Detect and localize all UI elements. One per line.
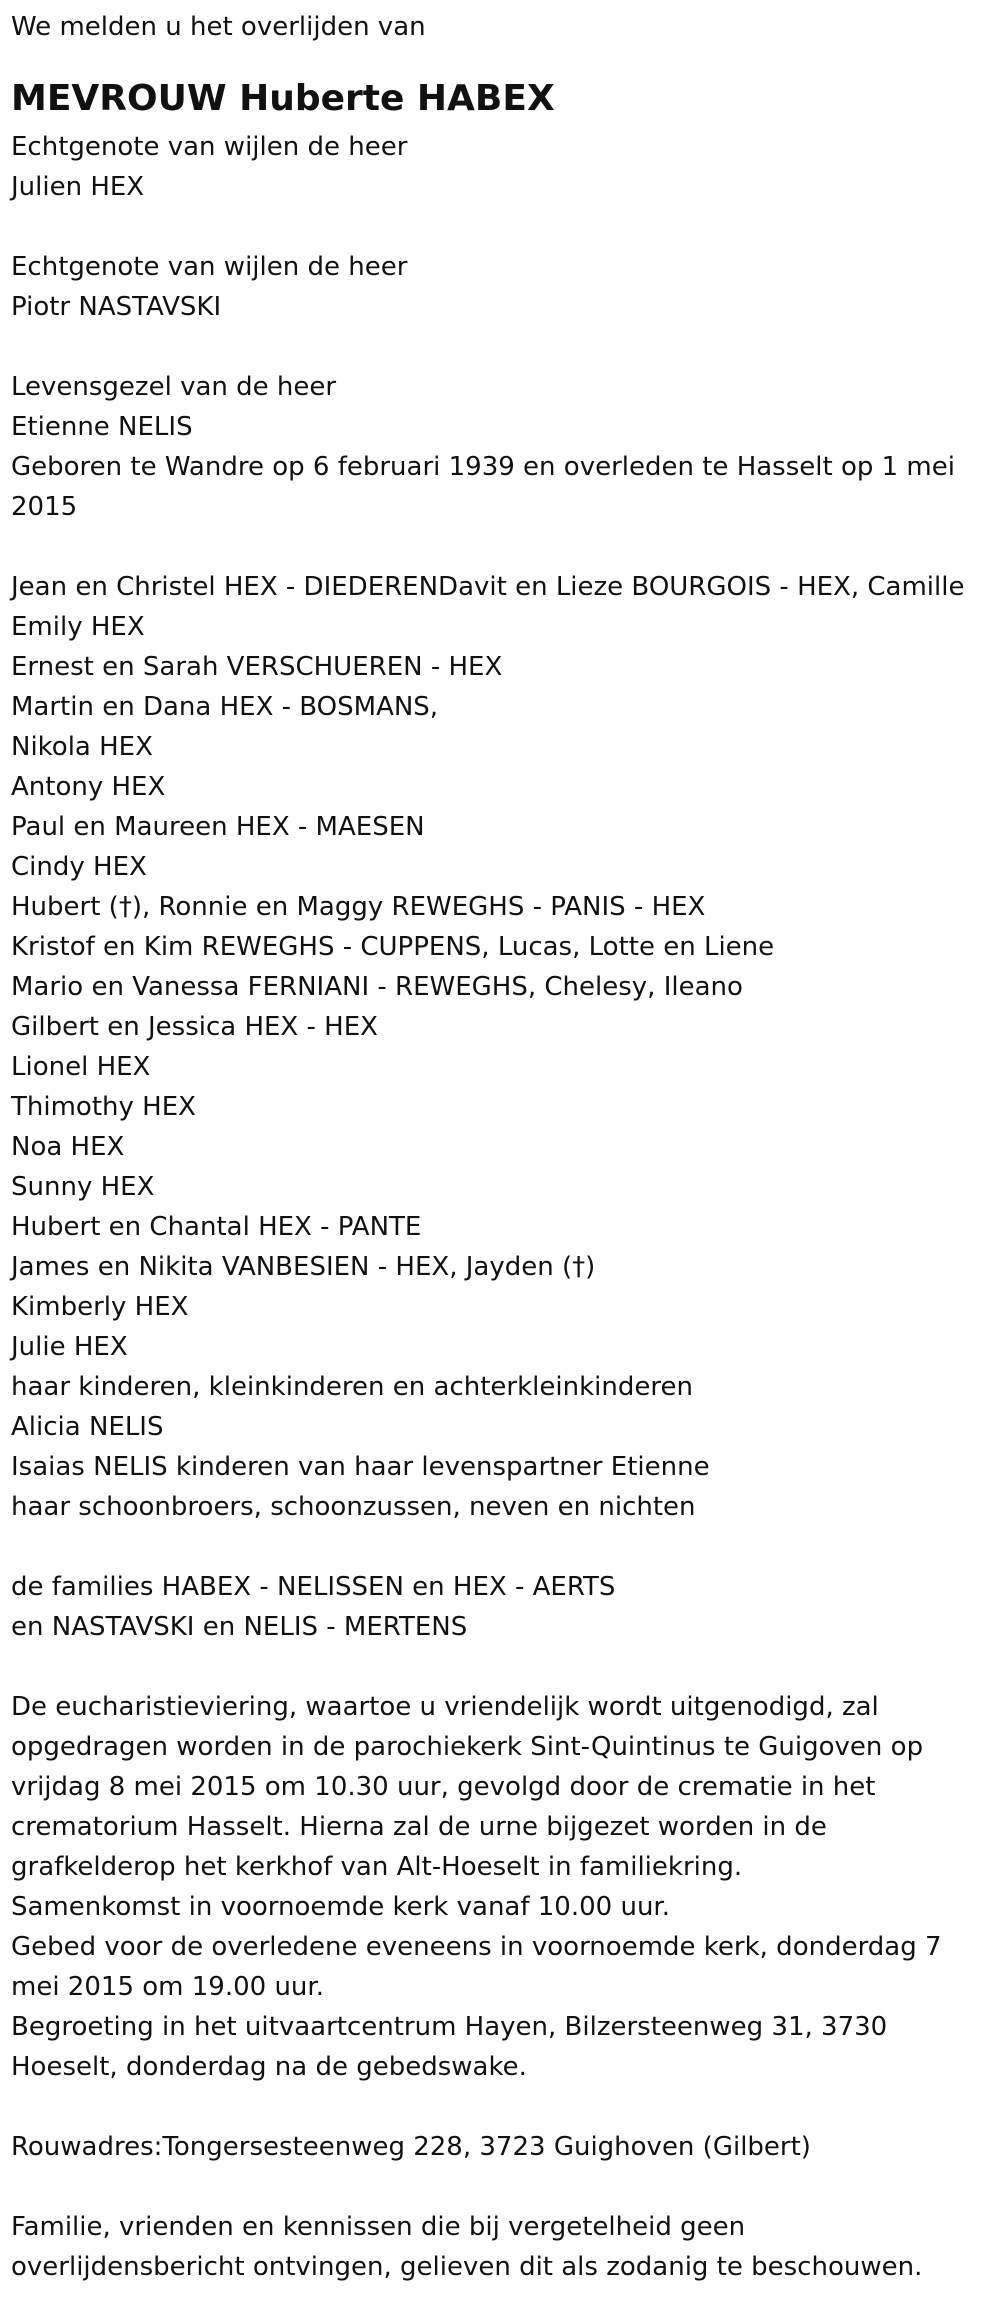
family-line: Hubert (†), Ronnie en Maggy REWEGHS - PANIS - HEX bbox=[11, 892, 706, 922]
ceremony-line: opgedragen worden in de parochiekerk Sint-Quintinus te Guigoven op bbox=[11, 1732, 924, 1762]
spouse-relation: Echtgenote van wijlen de heer bbox=[11, 252, 408, 282]
ceremony-line: Begroeting in het uitvaartcentrum Hayen, Bilzersteenweg 31, 3730 bbox=[11, 2012, 888, 2042]
family-line: Noa HEX bbox=[11, 1132, 125, 1162]
obituary-notice bbox=[11, 0, 991, 2287]
ceremony-line: De eucharistieviering, waartoe u vriendelijk wordt uitgenodigd, zal bbox=[11, 1692, 879, 1722]
closing-line: Familie, vrienden en kennissen die bij vergetelheid geen bbox=[11, 2212, 746, 2242]
family-line: Jean en Christel HEX - DIEDERENDavit en Lieze BOURGOIS - HEX, Camille bbox=[11, 572, 965, 602]
family-line: Ernest en Sarah VERSCHUEREN - HEX bbox=[11, 652, 503, 682]
spouse-2 bbox=[11, 247, 991, 327]
birth-death-line: Geboren te Wandre op 6 februari 1939 en overleden te Hasselt op 1 mei bbox=[11, 452, 955, 482]
birth-death-info bbox=[11, 447, 991, 527]
mourning-address: Rouwadres:Tongersesteenweg 228, 3723 Guighoven (Gilbert) bbox=[11, 2132, 811, 2162]
family-line: Isaias NELIS kinderen van haar levenspartner Etienne bbox=[11, 1452, 710, 1482]
family-line: Paul en Maureen HEX - MAESEN bbox=[11, 812, 425, 842]
families-section bbox=[11, 1567, 991, 1647]
families-line: de families HABEX - NELISSEN en HEX - AERTS bbox=[11, 1572, 616, 1602]
intro-text: We melden u het overlijden van bbox=[11, 12, 426, 42]
birth-death-line: 2015 bbox=[11, 492, 78, 522]
ceremony-info bbox=[11, 1687, 991, 2087]
closing-note bbox=[11, 2207, 991, 2287]
family-line: Cindy HEX bbox=[11, 852, 147, 882]
family-line: James en Nikita VANBESIEN - HEX, Jayden (†) bbox=[11, 1252, 596, 1282]
family-line: Julie HEX bbox=[11, 1332, 128, 1362]
family-line: Kimberly HEX bbox=[11, 1292, 189, 1322]
family-line: Martin en Dana HEX - BOSMANS, bbox=[11, 692, 439, 722]
spouse-relation: Echtgenote van wijlen de heer bbox=[11, 132, 408, 162]
family-line: Antony HEX bbox=[11, 772, 166, 802]
family-line: Thimothy HEX bbox=[11, 1092, 196, 1122]
family-line: Mario en Vanessa FERNIANI - REWEGHS, Chelesy, Ileano bbox=[11, 972, 743, 1002]
family-line: Hubert en Chantal HEX - PANTE bbox=[11, 1212, 422, 1242]
families-line: en NASTAVSKI en NELIS - MERTENS bbox=[11, 1612, 468, 1642]
family-line: Lionel HEX bbox=[11, 1052, 151, 1082]
family-line: Kristof en Kim REWEGHS - CUPPENS, Lucas, Lotte en Liene bbox=[11, 932, 775, 962]
partner bbox=[11, 367, 991, 447]
family-line: Sunny HEX bbox=[11, 1172, 155, 1202]
family-line: Gilbert en Jessica HEX - HEX bbox=[11, 1012, 378, 1042]
spouse-name: Julien HEX bbox=[11, 172, 145, 202]
ceremony-line: Hoeselt, donderdag na de gebedswake. bbox=[11, 2052, 527, 2082]
ceremony-line: crematorium Hasselt. Hierna zal de urne bijgezet worden in de bbox=[11, 1812, 827, 1842]
family-list bbox=[11, 567, 991, 1527]
ceremony-line: Samenkomst in voornoemde kerk vanaf 10.00 uur. bbox=[11, 1892, 670, 1922]
family-line: haar kinderen, kleinkinderen en achterkleinkinderen bbox=[11, 1372, 693, 1402]
ceremony-line: Gebed voor de overledene eveneens in voornoemde kerk, donderdag 7 bbox=[11, 1932, 942, 1962]
deceased-name: MEVROUW Huberte HABEX bbox=[11, 78, 555, 119]
family-line: Alicia NELIS bbox=[11, 1412, 164, 1442]
spouse-1 bbox=[11, 127, 991, 207]
ceremony-line: grafkelderop het kerkhof van Alt-Hoeselt in familiekring. bbox=[11, 1852, 743, 1882]
family-line: haar schoonbroers, schoonzussen, neven en nichten bbox=[11, 1492, 696, 1522]
spouse-name: Piotr NASTAVSKI bbox=[11, 292, 222, 322]
partner-name: Etienne NELIS bbox=[11, 412, 193, 442]
family-line: Emily HEX bbox=[11, 612, 145, 642]
closing-line: overlijdensbericht ontvingen, gelieven dit als zodanig te beschouwen. bbox=[11, 2252, 923, 2282]
partner-relation: Levensgezel van de heer bbox=[11, 372, 337, 402]
ceremony-line: mei 2015 om 19.00 uur. bbox=[11, 1972, 324, 2002]
family-line: Nikola HEX bbox=[11, 732, 153, 762]
ceremony-line: vrijdag 8 mei 2015 om 10.30 uur, gevolgd door de crematie in het bbox=[11, 1772, 876, 1802]
